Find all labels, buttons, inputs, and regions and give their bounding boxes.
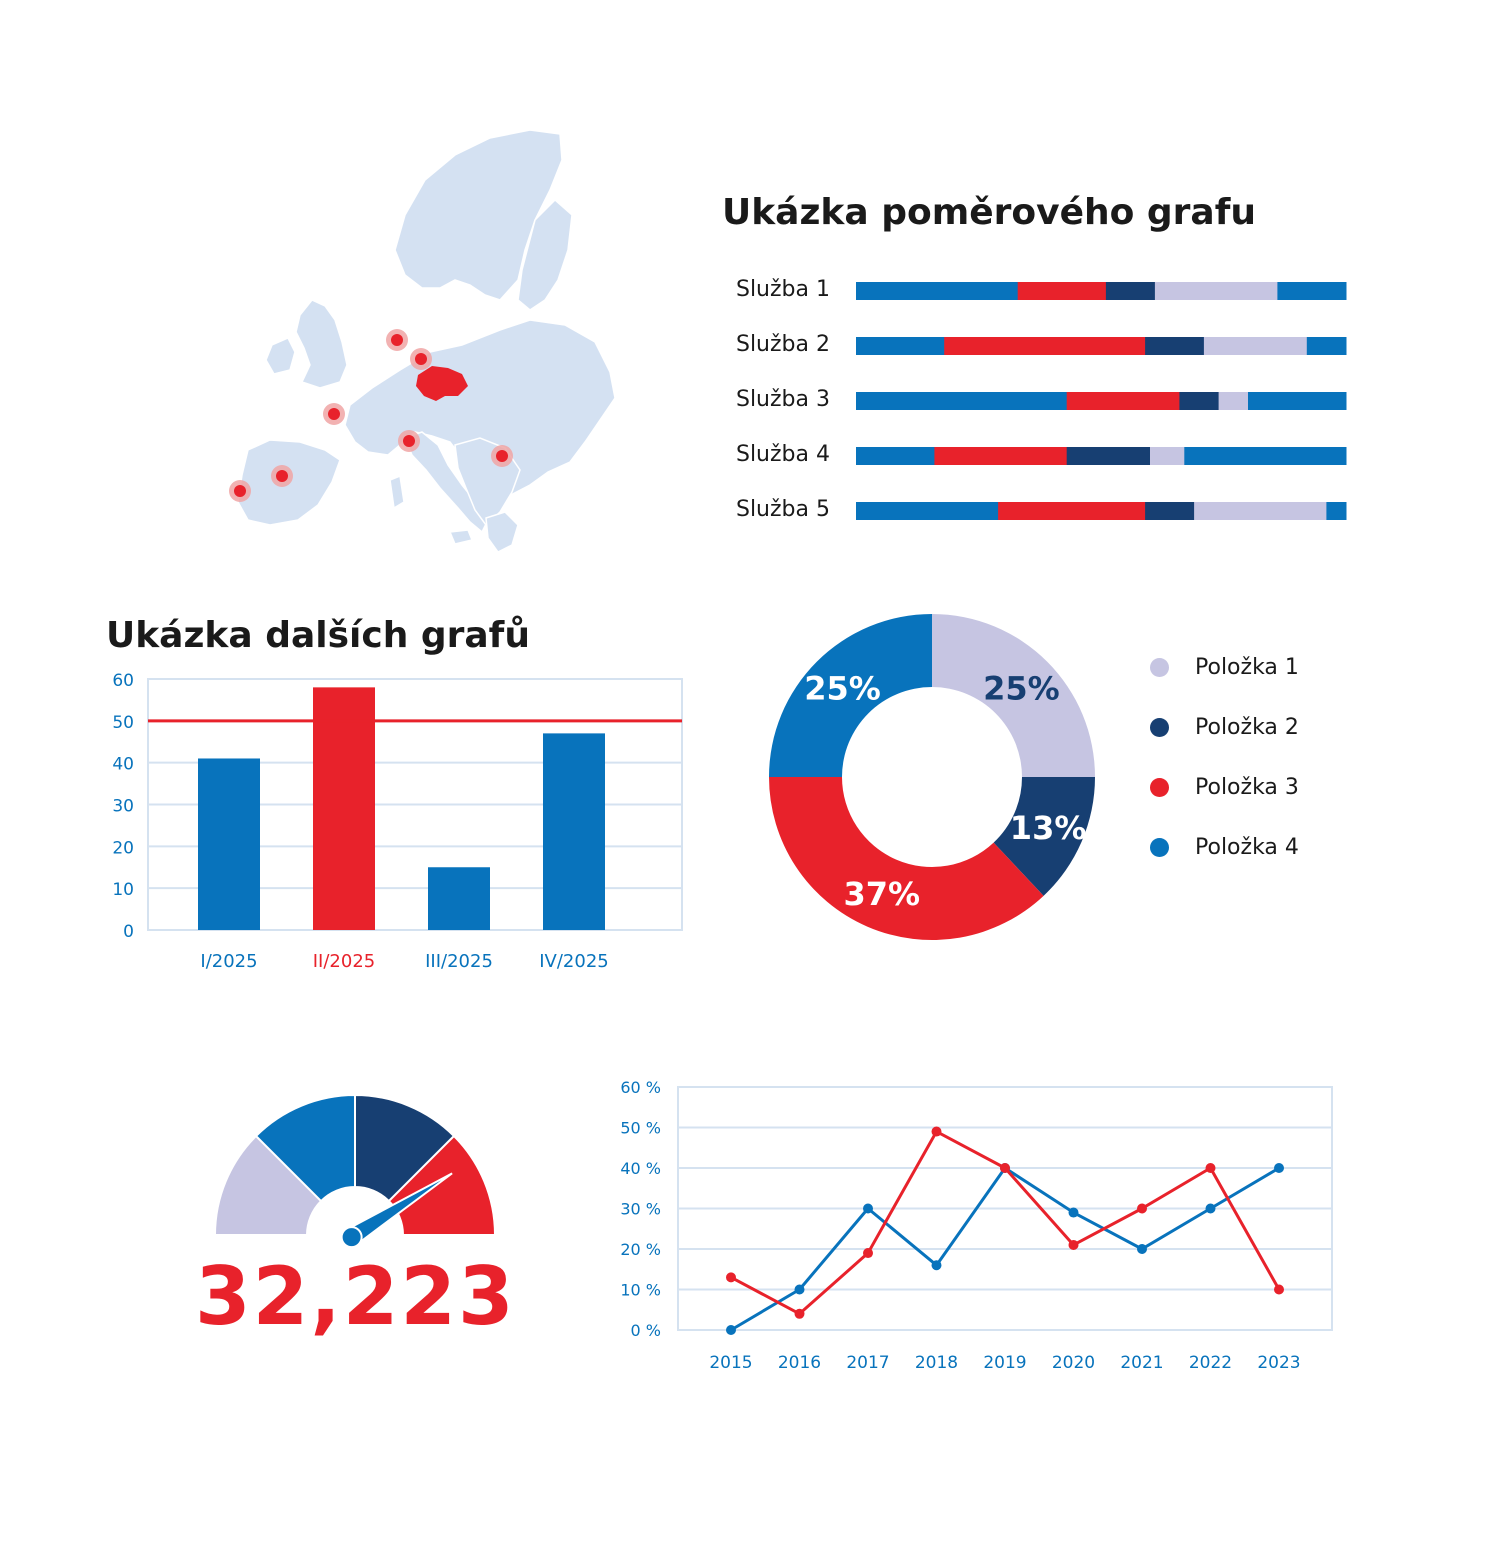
donut-slice-label: 25% <box>804 669 881 708</box>
bar <box>428 867 490 930</box>
ratio-segment <box>856 502 999 520</box>
x-tick-label: 2022 <box>1188 1353 1233 1373</box>
ratio-segment <box>944 337 1145 355</box>
series-point <box>1274 1163 1284 1173</box>
ratio-segment <box>1194 502 1327 520</box>
series-point <box>795 1285 805 1295</box>
x-tick-label: IV/2025 <box>539 951 609 972</box>
ratio-segment <box>1184 447 1346 465</box>
x-tick-label: 2020 <box>1051 1353 1096 1373</box>
y-tick-label: 0 % <box>630 1321 661 1340</box>
y-tick-label: 20 <box>112 838 134 859</box>
legend-label: Položka 3 <box>1195 775 1299 800</box>
y-tick-label: 50 % <box>620 1118 661 1138</box>
legend-swatch <box>1150 838 1169 857</box>
other-charts-title: Ukázka dalších grafů <box>106 615 530 656</box>
x-tick-label: 2021 <box>1120 1353 1164 1373</box>
x-tick-label: 2018 <box>914 1353 959 1373</box>
map-marker-dot <box>403 435 415 447</box>
ratio-segment <box>1277 282 1346 300</box>
ratio-chart-title: Ukázka poměrového grafu <box>722 192 1256 233</box>
ireland-shape <box>266 338 295 374</box>
x-tick-label: II/2025 <box>312 951 376 972</box>
x-tick-label: III/2025 <box>425 951 493 972</box>
europe-map <box>200 120 640 560</box>
series-point <box>726 1272 736 1282</box>
ratio-segment <box>1326 502 1346 520</box>
ratio-segment <box>1150 447 1185 465</box>
donut-slice-label: 37% <box>843 875 921 914</box>
ratio-segment <box>1204 337 1307 355</box>
bar-chart <box>100 665 700 985</box>
series-line <box>731 1132 1279 1314</box>
ratio-segment <box>1307 337 1347 355</box>
map-marker-dot <box>328 408 340 420</box>
x-tick-label: I/2025 <box>200 951 258 972</box>
series-point <box>726 1325 736 1335</box>
ratio-segment <box>1106 282 1156 300</box>
ratio-segment <box>856 447 935 465</box>
y-tick-label: 30 <box>112 796 134 817</box>
series-point <box>1206 1163 1216 1173</box>
series-point <box>863 1248 873 1258</box>
map-marker-dot <box>391 334 403 346</box>
series-point <box>1069 1208 1079 1218</box>
legend-label: Položka 1 <box>1195 655 1299 680</box>
gauge-value: 32,223 <box>195 1250 516 1343</box>
series-point <box>1069 1240 1079 1250</box>
x-tick-label: 2023 <box>1257 1353 1301 1373</box>
ratio-row-label: Služba 2 <box>735 332 830 357</box>
legend-item <box>1150 775 1299 800</box>
legend-item <box>1150 655 1299 680</box>
map-marker-dot <box>276 470 288 482</box>
ratio-segment <box>856 392 1067 410</box>
y-tick-label: 40 % <box>620 1159 661 1178</box>
ratio-row-label: Služba 3 <box>735 387 830 412</box>
ratio-segment <box>998 502 1146 520</box>
ratio-segment <box>1179 392 1219 410</box>
ratio-segment <box>856 337 945 355</box>
donut-chart <box>760 605 1105 950</box>
map-marker-dot <box>496 450 508 462</box>
ratio-segment <box>1248 392 1347 410</box>
legend-label: Položka 2 <box>1195 715 1299 740</box>
series-point <box>1274 1285 1284 1295</box>
series-point <box>795 1309 805 1319</box>
bar <box>313 687 375 930</box>
ratio-row-label: Služba 1 <box>735 277 830 302</box>
x-tick-label: 2019 <box>983 1353 1027 1373</box>
ratio-segment <box>1067 392 1180 410</box>
ratio-chart <box>856 270 1348 530</box>
ratio-row-label: Služba 5 <box>735 497 830 522</box>
y-tick-label: 60 % <box>620 1078 661 1097</box>
series-point <box>1137 1204 1147 1214</box>
y-tick-label: 20 % <box>620 1240 661 1259</box>
line-chart <box>600 1070 1350 1390</box>
ratio-segment <box>1067 447 1151 465</box>
ratio-segment <box>1155 282 1278 300</box>
ratio-chart-labels <box>690 270 830 530</box>
donut-legend <box>1150 655 1410 895</box>
donut-slice-label: 13% <box>1009 809 1087 848</box>
series-point <box>932 1127 942 1137</box>
map-land <box>238 130 615 552</box>
map-marker <box>410 348 432 370</box>
legend-swatch <box>1150 778 1169 797</box>
map-marker <box>491 445 513 467</box>
ratio-segment <box>1145 337 1204 355</box>
map-marker <box>386 329 408 351</box>
ratio-segment <box>856 282 1018 300</box>
ratio-row-label: Služba 4 <box>735 442 830 467</box>
ratio-segment <box>1145 502 1195 520</box>
y-tick-label: 10 % <box>620 1280 661 1300</box>
bar <box>543 733 605 930</box>
y-tick-label: 10 <box>112 880 134 901</box>
legend-label: Položka 4 <box>1195 835 1299 860</box>
map-marker <box>398 430 420 452</box>
gauge <box>205 1085 505 1250</box>
series-point <box>1137 1244 1147 1254</box>
y-tick-label: 50 <box>112 712 134 733</box>
series-point <box>932 1260 942 1270</box>
x-tick-label: 2016 <box>777 1353 822 1373</box>
map-marker <box>323 403 345 425</box>
series-point <box>1000 1163 1010 1173</box>
ratio-segment <box>1018 282 1107 300</box>
donut-slice <box>769 777 1044 940</box>
donut-slice-label: 25% <box>983 669 1060 708</box>
y-tick-label: 30 % <box>620 1199 661 1219</box>
map-marker-dot <box>234 485 246 497</box>
y-tick-label: 60 <box>112 671 134 691</box>
series-point <box>863 1204 873 1214</box>
y-tick-label: 0 <box>123 922 134 942</box>
legend-swatch <box>1150 718 1169 737</box>
legend-item <box>1150 835 1299 860</box>
legend-swatch <box>1150 658 1169 677</box>
ratio-segment <box>1219 392 1249 410</box>
gauge-needle-hub <box>342 1227 362 1247</box>
map-marker <box>229 480 251 502</box>
series-point <box>1206 1204 1216 1214</box>
sardinia-shape <box>390 476 404 508</box>
legend-item <box>1150 715 1299 740</box>
greece-shape <box>486 512 518 552</box>
x-tick-label: 2015 <box>709 1353 753 1373</box>
x-tick-label: 2017 <box>846 1353 890 1373</box>
map-marker <box>271 465 293 487</box>
ratio-segment <box>934 447 1067 465</box>
sicily-shape <box>450 530 472 544</box>
uk-shape <box>296 300 347 388</box>
bar <box>198 758 260 930</box>
y-tick-label: 40 <box>112 754 134 775</box>
map-marker-dot <box>415 353 427 365</box>
